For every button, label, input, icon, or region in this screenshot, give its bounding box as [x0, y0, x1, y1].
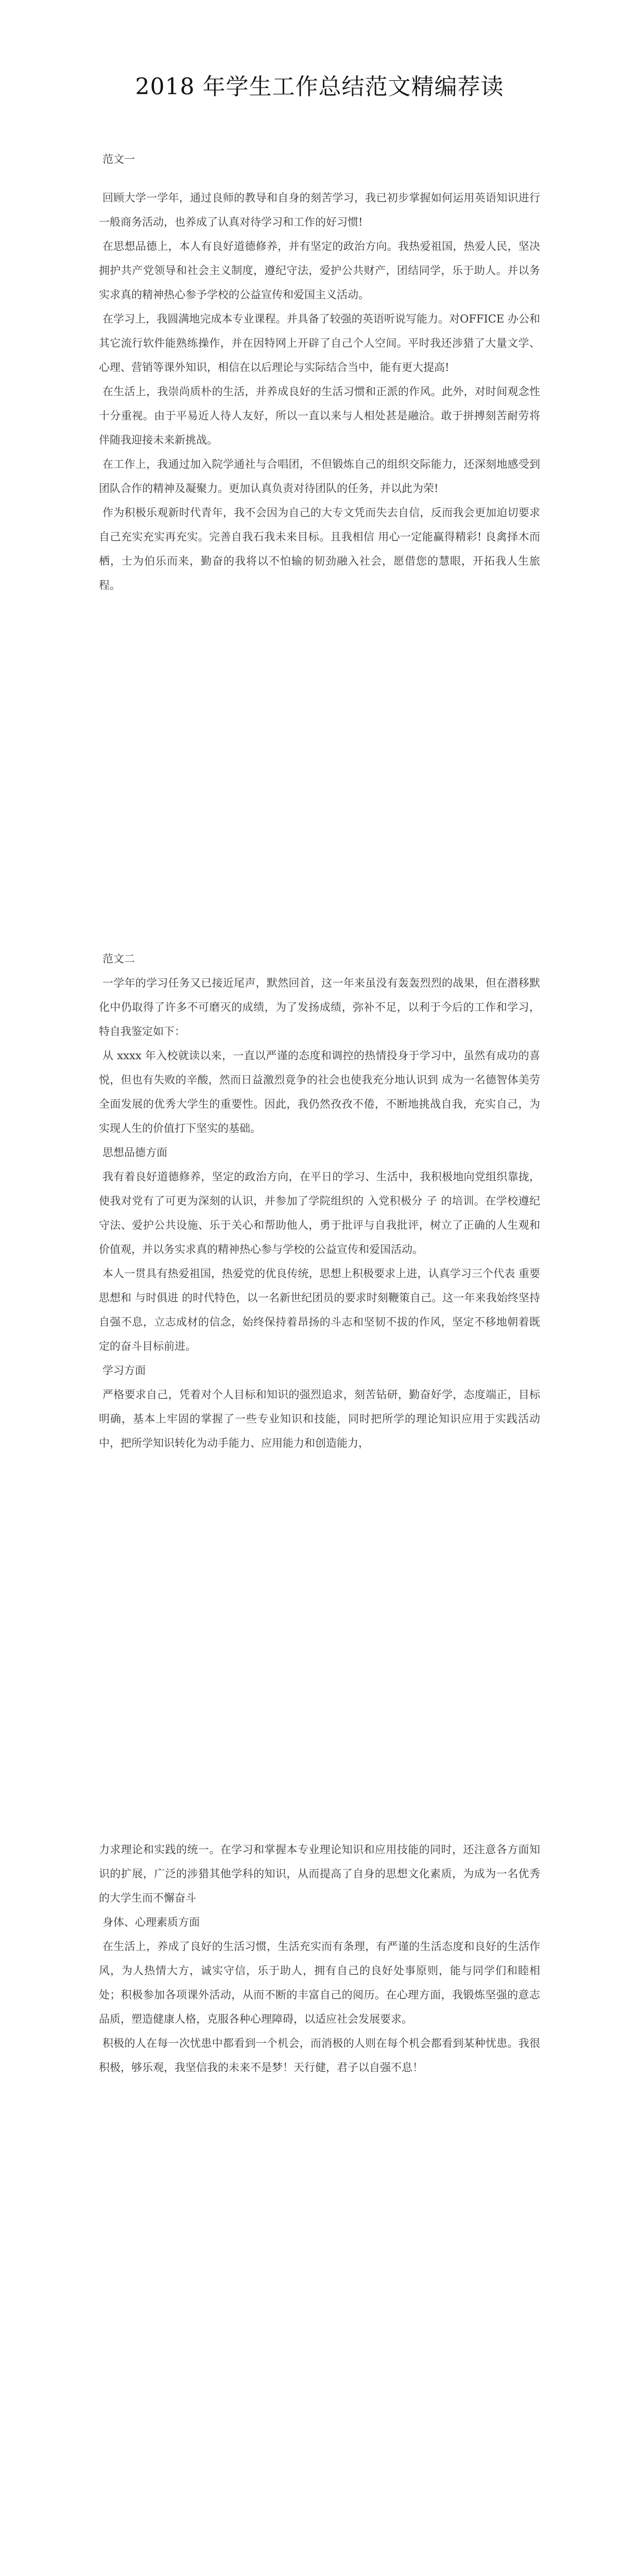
paragraph: 在思想品德上，本人有良好道德修养，并有坚定的政治方向。我热爱祖国，热爱人民，坚决拥护共产党领导和社会主义制度，遵纪守法，爱护公共财产，团结同学，乐于助人。并以务实求真的精神热心参予学校的公益宣传和爱国主义活动。: [99, 240, 540, 301]
paragraph: 从 xxxx 年入校就读以来，一直以严谨的态度和调控的热情投身于学习中，虽然有成功的喜悦，但也有失败的辛酸，然而日益激烈竟争的社会也使我充分地认识到 成为一名德智体美劳全面发展的优秀大学生的重要性。因此，我仍然孜孜不倦，不断地挑战自我，充实自己，为实现人生的价值打下坚实的基础。: [99, 1049, 540, 1134]
paragraph: 在生活上，我崇尚质朴的生活，并养成良好的生活习惯和正派的作风。此外，对时间观念性十分重视。由于平易近人待人友好，所以一直以来与人相处甚是融洽。敢于拼搏刻苦耐劳将伴随我迎接未来新挑战。: [99, 385, 540, 446]
document-title: 2018 年学生工作总结范文精编荐读: [135, 74, 504, 100]
paragraph: 在学习上，我圆满地完成本专业课程。并具备了较强的英语听说写能力。对OFFICE 办公和其它流行软件能熟练操作，并在因特网上开辟了自己个人空间。平时我还涉猎了大量文学、心理、营销等课外知识，相信在以后理论与实际结合当中，能有更大提高!: [99, 313, 540, 374]
paragraph: 力求理论和实践的统一。在学习和掌握本专业理论知识和应用技能的同时，还注意各方面知识的扩展，广泛的涉猎其他学科的知识，从而提高了自身的思想文化素质，为成为一名优秀的大学生而不懈奋斗: [99, 1843, 540, 1904]
subheading-study: 学习方面: [102, 1364, 146, 1377]
paragraph: 回顾大学一学年，通过良师的教导和自身的刻苦学习，我已初步掌握如何运用英语知识进行一般商务活动，也养成了认真对待学习和工作的好习惯!: [99, 192, 540, 228]
section-sample-one: [99, 147, 540, 598]
paragraph: 积极的人在每一次忧患中都看到一个机会，而消极的人则在每个机会都看到某种忧患。我很积极，够乐观，我坚信我的未来不是梦！天行健，君子以自强不息！: [99, 2037, 540, 2074]
heading-sample-one: 范文一: [102, 153, 135, 165]
subheading-ideology: 思想品德方面: [102, 1146, 167, 1159]
paragraph: 一学年的学习任务又已接近尾声，默然回首，这一年来虽没有轰轰烈烈的战果，但在潜移默化中仍取得了许多不可磨灭的成绩，为了发扬成绩，弥补不足，以利于今后的工作和学习，特自我鉴定如下：: [99, 977, 540, 1038]
subheading-body-mind: 身体、心理素质方面: [102, 1916, 200, 1928]
paragraph: 作为积极乐观新时代青年，我不会因为自己的大专文凭而失去自信，反而我会更加迫切要求自己充实充实再充实。完善自我石我未来目标。且我相信 用心一定能赢得精彩! 良禽择木而栖，士为伯乐而来，勤奋的我将以不怕输的韧劲融入社会，愿借您的慧眼，开拓我人生旅程。: [99, 506, 540, 591]
paragraph: 在生活上，养成了良好的生活习惯，生活充实而有条理，有严谨的生活态度和良好的生活作风，为人热情大方，诚实守信，乐于助人，拥有自己的良好处事原则，能与同学们和睦相处；积极参加各项课外活动，从而不断的丰富自己的阅历。在心理方面，我锻炼坚强的意志品质，塑造健康人格，克服各种心理障碍，以适应社会发展要求。: [99, 1940, 540, 2025]
section-sample-two: [99, 947, 540, 1455]
section-continued: [99, 1838, 540, 2080]
paragraph: 本人一贯具有热爱祖国，热爱党的优良传统，思想上积极要求上进，认真学习三个代表 重要思想和 与时俱进 的时代特色，以一名新世纪团员的要求时刻鞭策自己。这一年来我始终坚持自强不息，立志成材的信念，始终保持着昂扬的斗志和坚韧不拔的作风，坚定不移地朝着既定的奋斗目标前进。: [99, 1267, 540, 1352]
paragraph: 严格要求自己，凭着对个人目标和知识的强烈追求，刻苦钻研，勤奋好学，态度端正，目标明确，基本上牢固的掌握了一些专业知识和技能，同时把所学的理论知识应用于实践活动中，把所学知识转化为动手能力、应用能力和创造能力，: [99, 1388, 540, 1449]
paragraph: 在工作上，我通过加入院学通社与合唱团，不但锻炼自己的组织交际能力，还深刻地感受到团队合作的精神及凝聚力。更加认真负责对待团队的任务，并以此为荣!: [99, 458, 540, 495]
heading-sample-two: 范文二: [102, 953, 135, 965]
paragraph: 我有着良好道德修养，坚定的政治方向，在平日的学习、生活中，我积极地向党组织靠拢，使我对党有了可更为深刻的认识，并参加了学院组织的 入党积极分 子 的培训。在学校遵纪守法、爱护公共设施、乐于关心和帮助他人，勇于批评与自我批评，树立了正确的人生观和价值观，并以务实求真的精神热心参与学校的公益宣传和爱国活动。: [99, 1171, 540, 1256]
